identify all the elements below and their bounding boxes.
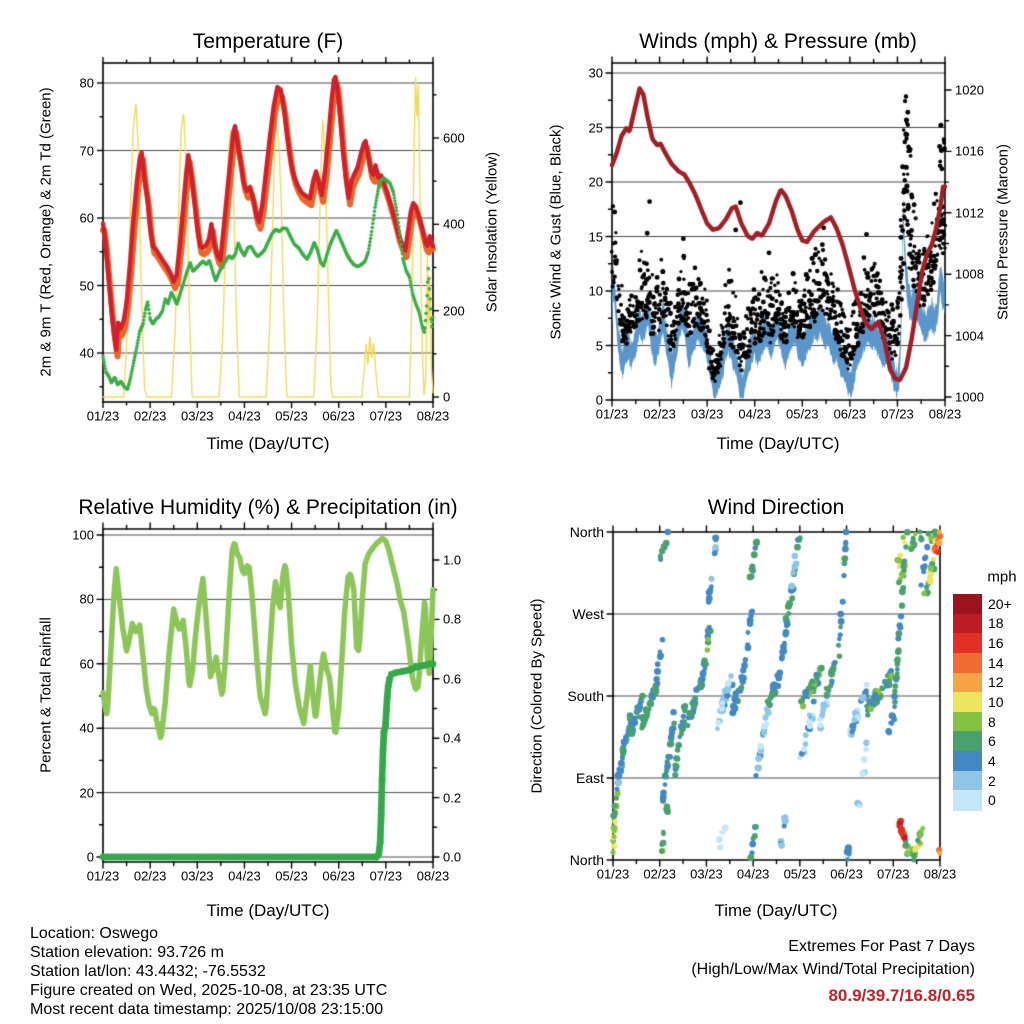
colorbar-label: 8 <box>988 713 996 730</box>
wind-direction-title: Wind Direction <box>707 496 845 519</box>
colorbar-band <box>953 790 982 810</box>
temperature-title: Temperature (F) <box>192 30 344 53</box>
extremes-title: Extremes For Past 7 Days <box>788 938 975 955</box>
x-tick-label: 08/23 <box>416 868 450 884</box>
y-tick-label: 1012 <box>955 205 984 221</box>
wind-direction-y-axis-label: Direction (Colored By Speed) <box>528 598 546 794</box>
y-tick-label: 0.8 <box>443 611 462 627</box>
x-tick-label: 03/23 <box>690 406 724 422</box>
colorbar-label: 6 <box>988 733 996 750</box>
x-tick-label: 06/23 <box>830 866 863 882</box>
y-tick-label: 80 <box>79 591 94 607</box>
x-tick-label: 03/23 <box>181 868 214 884</box>
x-tick-label: 08/23 <box>416 408 450 424</box>
y-tick-label: 0 <box>443 389 451 405</box>
x-tick-label: 04/23 <box>736 866 770 882</box>
y-tick-label: 0.6 <box>443 671 462 687</box>
x-tick-label: 02/23 <box>133 408 167 424</box>
y-tick-label: 400 <box>443 216 465 232</box>
y-tick-label: 40 <box>79 720 94 736</box>
colorbar-band <box>953 594 982 614</box>
colorbar-band <box>953 653 982 673</box>
x-tick-label: 01/23 <box>595 406 629 422</box>
colorbar-title: mph <box>987 568 1017 586</box>
colorbar-band <box>953 712 982 732</box>
colorbar-band <box>953 692 982 712</box>
x-tick-label: 05/23 <box>786 406 819 422</box>
colorbar-label: 12 <box>988 674 1004 691</box>
winds-x-axis-label: Time (Day/UTC) <box>716 434 840 453</box>
y-tick-label: 0 <box>595 392 603 408</box>
colorbar-label: 0 <box>988 792 996 809</box>
temperature-y-axis-label-right: Solar Insolation (Yellow) <box>483 151 501 313</box>
colorbar-label: 14 <box>988 654 1004 671</box>
x-tick-label: 02/23 <box>133 868 167 884</box>
x-tick-label: 07/23 <box>881 406 914 422</box>
x-tick-label: 05/23 <box>275 408 308 424</box>
y-tick-label: South <box>567 688 604 704</box>
y-tick-label: 40 <box>79 345 94 361</box>
footer-line-created: Figure created on Wed, 2025-10-08, at 23:35 UTC <box>30 982 388 999</box>
y-tick-label: West <box>572 606 604 622</box>
temperature-y-axis-label-left: 2m & 9m T (Red, Orange) & 2m Td (Green) <box>37 87 55 377</box>
winds-title: Winds (mph) & Pressure (mb) <box>639 30 917 53</box>
winds-y-axis-label-left: Sonic Wind & Gust (Blue, Black) <box>547 124 565 340</box>
x-tick-label: 05/23 <box>275 868 308 884</box>
footer-line-latlon: Station lat/lon: 43.4432; -76.5532 <box>30 963 266 980</box>
x-tick-label: 03/23 <box>690 866 723 882</box>
y-tick-label: 15 <box>588 229 603 244</box>
y-tick-label: 0.0 <box>443 849 462 865</box>
y-tick-label: 50 <box>79 278 94 293</box>
y-tick-label: 200 <box>443 303 465 319</box>
x-tick-label: 06/23 <box>322 408 355 424</box>
y-tick-label: North <box>569 524 604 540</box>
x-tick-label: 03/23 <box>181 408 214 424</box>
y-tick-label: 20 <box>588 174 603 190</box>
y-tick-label: 30 <box>588 65 603 81</box>
x-tick-label: 07/23 <box>369 408 403 424</box>
colorbar-label: 18 <box>988 615 1004 632</box>
x-tick-label: 01/23 <box>86 868 120 884</box>
x-tick-label: 02/23 <box>643 866 676 882</box>
y-tick-label: 5 <box>595 338 603 353</box>
x-tick-label: 05/23 <box>783 866 817 882</box>
humidity-title: Relative Humidity (%) & Precipitation (in) <box>78 496 458 519</box>
colorbar-band <box>953 751 982 771</box>
temperature-x-axis-label: Time (Day/UTC) <box>206 434 330 453</box>
x-tick-label: 07/23 <box>369 868 403 884</box>
x-tick-label: 02/23 <box>643 406 676 422</box>
humidity-x-axis-label: Time (Day/UTC) <box>206 901 330 920</box>
y-tick-label: 0.2 <box>443 790 462 806</box>
y-tick-label: 60 <box>79 656 94 672</box>
colorbar-label: 16 <box>988 635 1004 652</box>
colorbar-label: 2 <box>988 772 996 789</box>
y-tick-label: 100 <box>72 527 94 543</box>
x-tick-label: 04/23 <box>228 408 261 424</box>
x-tick-label: 06/23 <box>833 406 867 422</box>
x-tick-label: 04/23 <box>738 406 771 422</box>
colorbar-label: 4 <box>988 752 996 769</box>
extremes-subtitle: (High/Low/Max Wind/Total Precipitation) <box>691 961 975 978</box>
y-tick-label: 1020 <box>955 82 984 98</box>
wind-direction-x-axis-label: Time (Day/UTC) <box>714 901 838 920</box>
footer-line-timestamp: Most recent data timestamp: 2025/10/08 23:15:00 <box>30 1001 384 1018</box>
y-tick-label: 0 <box>86 849 94 865</box>
y-tick-label: 10 <box>588 283 603 299</box>
x-tick-label: 08/23 <box>928 406 962 422</box>
colorbar-band <box>953 673 982 693</box>
y-tick-label: 80 <box>79 75 94 91</box>
y-tick-label: 1004 <box>955 328 984 344</box>
extremes-values: 80.9/39.7/16.8/0.65 <box>828 986 975 1005</box>
x-tick-label: 01/23 <box>596 866 630 882</box>
y-tick-label: North <box>569 852 604 868</box>
y-tick-label: 25 <box>588 120 603 135</box>
y-tick-label: 70 <box>79 143 94 158</box>
x-tick-label: 01/23 <box>86 408 120 424</box>
humidity-y-axis-label-left: Percent & Total Rainfall <box>37 617 55 773</box>
footer-line-location: Location: Oswego <box>30 925 159 942</box>
y-tick-label: 60 <box>79 210 94 226</box>
x-tick-label: 06/23 <box>322 868 355 884</box>
colorbar-band <box>953 614 982 634</box>
y-tick-label: 600 <box>443 130 465 146</box>
colorbar-band <box>953 633 982 653</box>
colorbar-band <box>953 771 982 791</box>
y-tick-label: 20 <box>79 785 94 801</box>
colorbar-band <box>953 731 982 751</box>
x-tick-label: 08/23 <box>923 866 957 882</box>
y-tick-label: 1.0 <box>443 552 462 568</box>
y-tick-label: 1000 <box>955 389 984 405</box>
winds-y-axis-label-right: Station Pressure (Maroon) <box>994 144 1012 320</box>
y-tick-label: 1008 <box>955 266 984 282</box>
x-tick-label: 07/23 <box>877 866 910 882</box>
x-tick-label: 04/23 <box>228 868 261 884</box>
colorbar-label: 10 <box>988 694 1004 711</box>
y-tick-label: 1016 <box>955 143 984 159</box>
footer-line-elevation: Station elevation: 93.726 m <box>30 944 224 961</box>
y-tick-label: East <box>575 770 604 786</box>
y-tick-label: 0.4 <box>443 730 462 746</box>
colorbar-label: 20+ <box>988 595 1012 612</box>
